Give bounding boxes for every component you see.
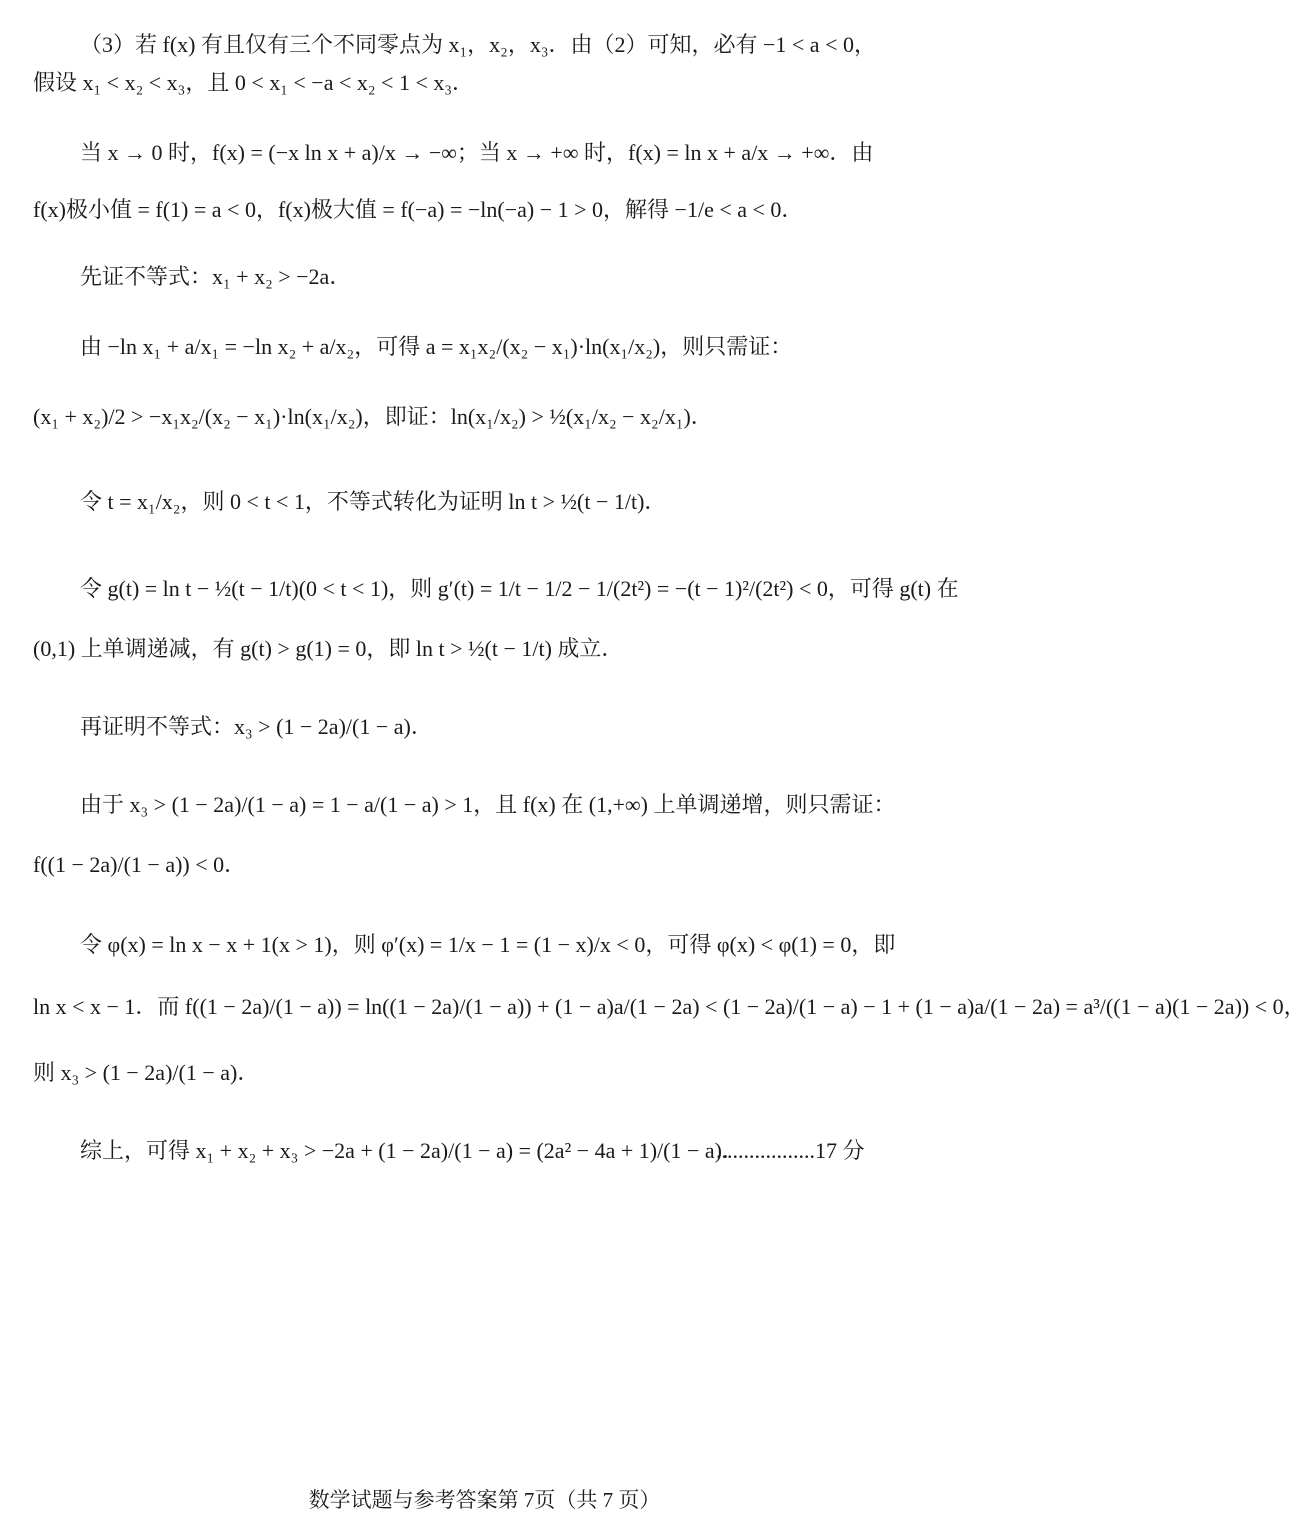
- score-marker: ..................17 分: [716, 1138, 865, 1163]
- solution-line-11: 再证明不等式：x₃ > (1 − 2a)/(1 − a)．: [80, 714, 433, 739]
- solution-line-7: (x₁ + x₂)/2 > −x₁x₂/(x₂ − x₁)·ln(x₁/x₂)，即证：ln(x₁/x₂) > ½(x₁/x₂ − x₂/x₁)．: [33, 404, 713, 429]
- page-footer: 数学试题与参考答案第 7页（共 7 页）: [308, 1488, 661, 1512]
- solution-line-5: 先证不等式：x₁ + x₂ > −2a．: [80, 264, 352, 289]
- solution-line-15: ln x < x − 1．而 f((1 − 2a)/(1 − a)) = ln((1 − 2a)/(1 − a)) + (1 − a)a/(1 − 2a) < (1 − 2a)/(1 − a) − 1 + (1 − a)a/(1 − 2a) = a³/((1 − a)(1 − 2a)) < 0，: [33, 994, 1306, 1019]
- solution-line-14: 令 φ(x) = ln x − x + 1(x > 1)，则 φ′(x) = 1/x − 1 = (1 − x)/x < 0，可得 φ(x) < φ(1) = 0，即: [80, 932, 896, 957]
- solution-line-6: 由 −ln x₁ + a/x₁ = −ln x₂ + a/x₂，可得 a = x₁x₂/(x₂ − x₁)·ln(x₁/x₂)，则只需证：: [80, 334, 793, 359]
- solution-line-1: （3）若 f(x) 有且仅有三个不同零点为 x₁，x₂，x₃．由（2）可知，必有 −1 < a < 0，: [80, 32, 876, 57]
- solution-line-12: 由于 x₃ > (1 − 2a)/(1 − a) = 1 − a/(1 − a) > 1，且 f(x) 在 (1,+∞) 上单调递增，则只需证：: [80, 792, 896, 817]
- solution-line-9: 令 g(t) = ln t − ½(t − 1/t)(0 < t < 1)，则 g′(t) = 1/t − 1/2 − 1/(2t²) = −(t − 1)²/(2t²) < 0，可得 g(t) 在: [80, 576, 959, 601]
- solution-line-4: f(x)极小值 = f(1) = a < 0，f(x)极大值 = f(−a) = −ln(−a) − 1 > 0，解得 −1/e < a < 0．: [33, 197, 804, 222]
- solution-line-8: 令 t = x₁/x₂，则 0 < t < 1，不等式转化为证明 ln t > ½(t − 1/t)．: [80, 489, 667, 514]
- solution-line-13: f((1 − 2a)/(1 − a)) < 0．: [33, 852, 247, 877]
- solution-line-2: 假设 x₁ < x₂ < x₃，且 0 < x₁ < −a < x₂ < 1 < x₃．: [33, 70, 475, 95]
- solution-line-16: 则 x₃ > (1 − 2a)/(1 − a)．: [33, 1060, 260, 1085]
- conclusion-text: 综上，可得 x₁ + x₂ + x₃ > −2a + (1 − 2a)/(1 − a) = (2a² − 4a + 1)/(1 − a)．: [80, 1138, 745, 1163]
- solution-line-10: (0,1) 上单调递减，有 g(t) > g(1) = 0，即 ln t > ½(t − 1/t) 成立．: [33, 636, 624, 661]
- solution-line-17: [0, 1134, 969, 1168]
- solution-line-3: 当 x → 0 时，f(x) = (−x ln x + a)/x → −∞；当 x → +∞ 时，f(x) = ln x + a/x → +∞．由: [80, 140, 874, 165]
